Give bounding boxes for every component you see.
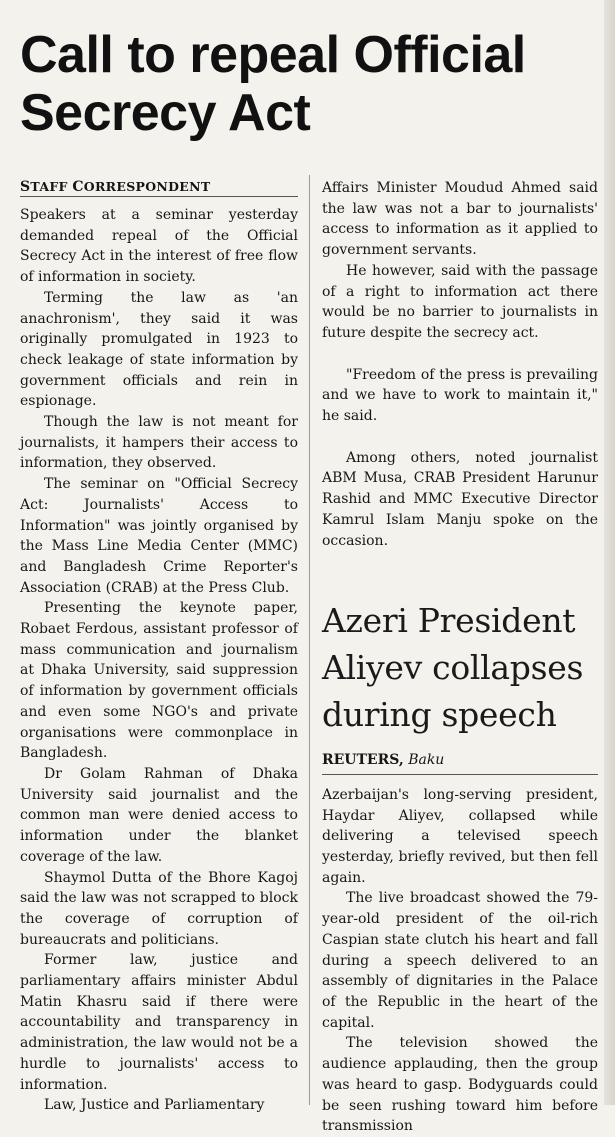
article-headline bbox=[20, 26, 610, 142]
paragraph: Presenting the keynote paper, Robaet Ferdous, assistant professor of mass communication and journalism at Dhaka University, said suppression of information by government officials and even some NGO's and private organisations were commonplace in Bangladesh. bbox=[20, 600, 298, 762]
headline-line-2: Secrecy Act bbox=[20, 84, 311, 142]
paragraph: "Freedom of the press is prevailing and we have to work to maintain it," he said. bbox=[322, 366, 598, 425]
paragraph: The seminar on "Official Secrecy Act: Journalists' Access to Information" was jointly organised by the Mass Line Media Center (MMC) and Bangladesh Crime Reporter's Association (CRAB) at the Press Club. bbox=[20, 476, 298, 596]
paragraph: Speakers at a seminar yesterday demanded repeal of the Official Secrecy Act in the interest of free flow of information in society. bbox=[20, 207, 298, 286]
article-right-column bbox=[322, 178, 598, 1137]
paragraph: Law, Justice and Parliamentary bbox=[44, 1097, 265, 1114]
paragraph: He however, said with the passage of a right to information act there would be no barrier to journalists in future despite the secrecy act. bbox=[322, 262, 598, 341]
paragraph: Affairs Minister Moudud Ahmed said the law was not a bar to journalists' access to information as it applied to government servants. bbox=[322, 180, 598, 259]
paragraph: Among others, noted journalist ABM Musa, CRAB President Harunur Rashid and MMC Executive Director Kamrul Islam Manju spoke on the occasion. bbox=[322, 449, 598, 549]
headline-line-1: Call to repeal Official bbox=[20, 26, 526, 84]
paragraph: Shaymol Dutta of the Bhore Kagoj said the law was not scrapped to block the coverage of corruption of bureaucrats and politicians. bbox=[20, 869, 298, 948]
second-article-headline: Azeri President Aliyev collapses during speech bbox=[322, 601, 584, 735]
paragraph: Though the law is not meant for journalists, it hampers their access to information, they observed. bbox=[20, 414, 298, 472]
dateline bbox=[322, 750, 598, 775]
paragraph: The television showed the audience applauding, then the group was heard to gasp. Bodyguards could be seen rushing toward him before transmission bbox=[322, 1035, 598, 1135]
article-left-column bbox=[20, 178, 298, 1116]
paragraph: Former law, justice and parliamentary affairs minister Abdul Matin Khasru said if there were accountability and transparency in administration, the law would not be a hurdle to journalists' access to information. bbox=[20, 952, 298, 1093]
page-edge bbox=[604, 0, 615, 1105]
paragraph: Azerbaijan's long-serving president, Haydar Aliyev, collapsed while delivering a televised speech yesterday, briefly revived, but then fell again. bbox=[322, 786, 598, 886]
paragraph: Dr Golam Rahman of Dhaka University said journalist and the common man were denied access to information under the blanket coverage of the law. bbox=[20, 765, 298, 865]
paragraph: Terming the law as 'an anachronism', they said it was originally promulgated in 1923 to check leakage of state information by government officials and rein in espionage. bbox=[20, 289, 298, 410]
paragraph: The live broadcast showed the 79-year-old president of the oil-rich Caspian state clutch his heart and fall during a speech delivered to an assembly of dignitaries in the Palace of the Republic in the heart of the capital. bbox=[322, 890, 598, 1031]
column-divider bbox=[309, 175, 310, 1105]
byline: STAFF CORRESPONDENT bbox=[20, 178, 298, 197]
dateline-location: Baku bbox=[408, 752, 445, 769]
news-agency: REUTERS, bbox=[322, 752, 404, 769]
